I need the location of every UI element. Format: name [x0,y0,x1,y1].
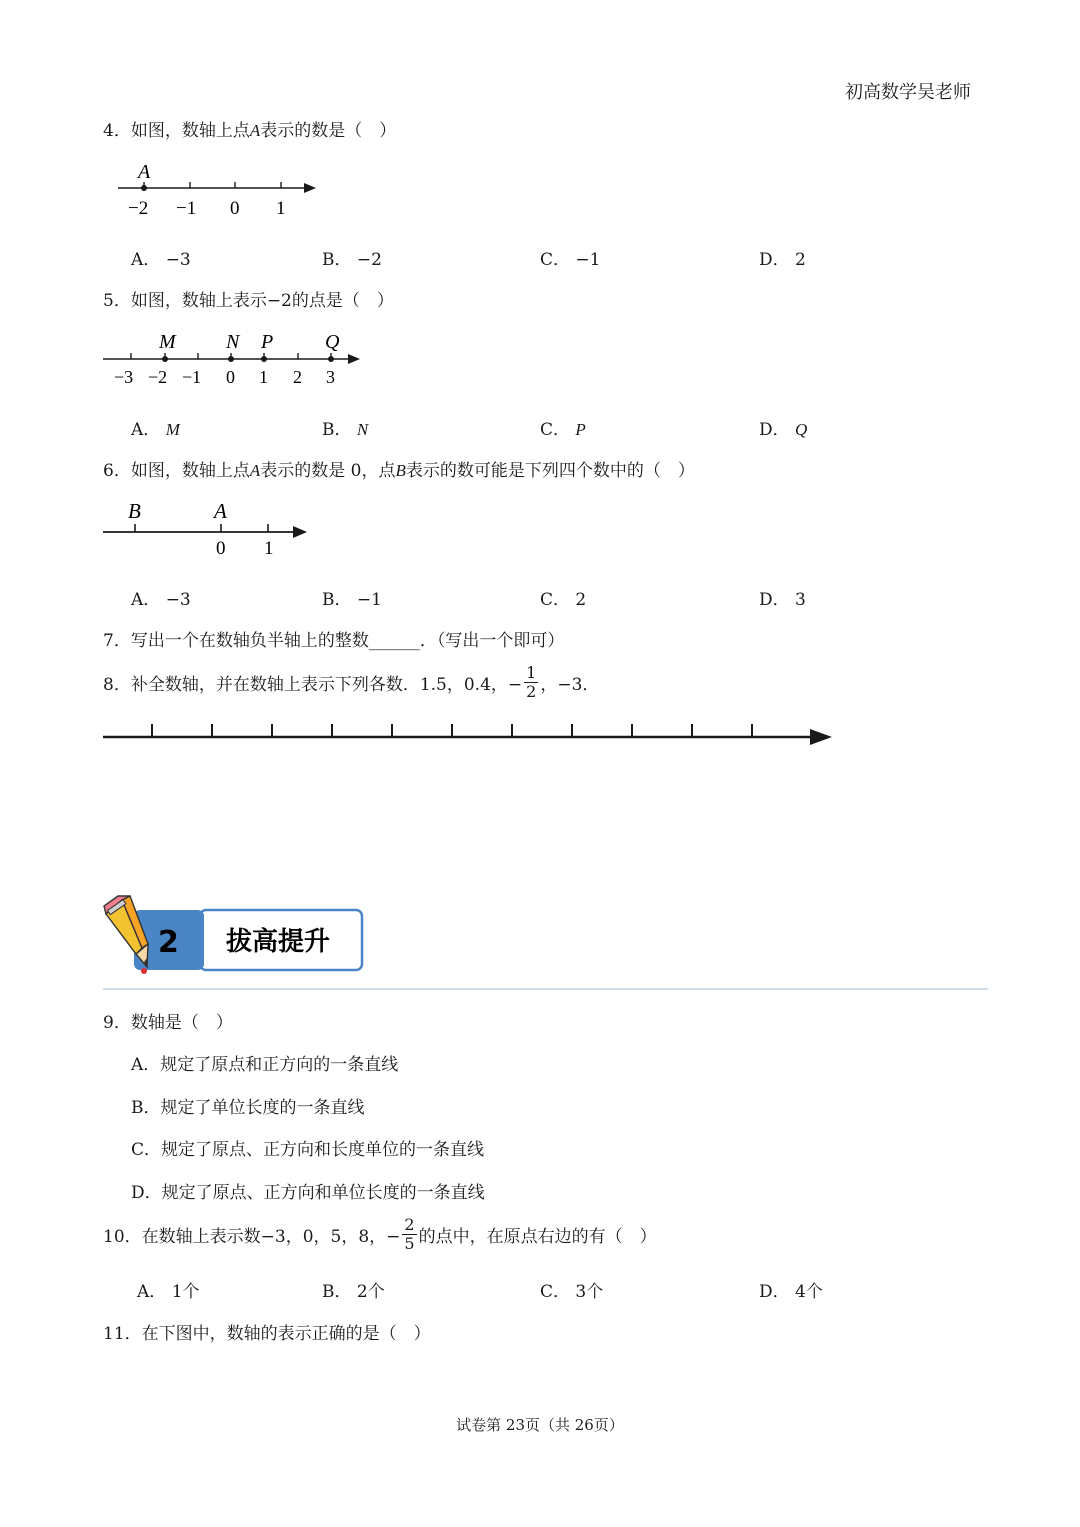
fraction-numerator: 2 [404,1215,415,1234]
option-a[interactable] [131,585,191,610]
banner-number: 2 [158,925,179,960]
point-label: B [128,499,141,523]
question-4-stem [103,116,396,141]
option-letter: C． [540,1282,571,1302]
arrow-head [304,183,316,193]
question-4-point: A [249,121,261,140]
option-letter: C． [540,590,571,610]
question-5-number-line [98,327,368,392]
question-6-stem-part3: 表示的数可能是下列四个数中的（ ） [405,461,695,481]
option-letter: A． [131,250,161,270]
tick-label: −2 [128,198,149,219]
option-d[interactable] [759,585,806,610]
option-value: 3个 [575,1282,604,1302]
question-9-stem: 9．数轴是（ ） [103,1013,233,1033]
tick-label: 1 [259,367,268,387]
question-10-stem-part1: 10．在数轴上表示数−3，0，5，8，− [103,1227,401,1247]
fraction-numerator: 1 [526,663,537,682]
question-8-stem [103,664,599,701]
option-b[interactable] [322,585,382,610]
header-author: 初高数学吴老师 [845,82,971,103]
tick-label: −1 [176,198,197,219]
fraction [402,1216,416,1253]
page-footer: 试卷第 23页（共 26页） [456,1416,624,1434]
option-letter: C． [540,420,571,440]
question-6-point-b: B [395,461,406,480]
option-b[interactable]: B．规定了单位长度的一条直线 [131,1098,365,1118]
option-a[interactable] [131,245,191,270]
option-d[interactable] [759,415,807,440]
option-letter: D． [759,420,790,440]
question-4-stem-part2: 表示的数是（ ） [260,121,397,141]
option-letter: D． [759,250,790,270]
question-6-stem-part1: 6．如图，数轴上点 [103,461,250,481]
option-value: 1个 [171,1282,200,1302]
point-label: P [261,331,274,353]
option-letter: A． [137,1282,167,1302]
option-d[interactable] [759,245,806,270]
arrow-head [810,729,832,745]
section-banner [100,892,370,982]
point-label: A [138,161,151,183]
point-dot [162,356,168,362]
option-letter: A． [131,420,161,440]
question-8-blank-number-line [100,718,840,754]
tick-label: −3 [114,367,134,387]
tick-label: 1 [264,538,274,559]
option-value: Q [795,420,808,439]
tick-label: 3 [326,367,335,387]
option-c[interactable] [540,245,600,270]
point-dot [228,356,234,362]
option-letter: B． [322,1282,352,1302]
option-b[interactable] [322,245,382,270]
option-d[interactable] [759,1277,823,1302]
question-6-stem [103,456,695,481]
question-8-stem-part1: 8．补全数轴，并在数轴上表示下列各数．1.5，0.4，− [103,675,523,695]
option-letter: C． [540,250,571,270]
question-8-stem-part2: ，−3． [540,675,600,695]
option-letter: B． [322,590,352,610]
question-6-number-line [98,496,318,561]
tick-label: 0 [230,198,240,219]
option-c[interactable] [540,415,586,440]
question-10-stem-part2: 的点中，在原点右边的有（ ） [418,1227,657,1247]
point-dot [261,356,267,362]
question-5-stem: 5．如图，数轴上表示−2的点是（ ） [103,291,394,311]
option-value: N [356,420,369,439]
option-letter: B． [322,250,352,270]
option-value: −1 [575,250,601,270]
tick-label: 0 [226,367,235,387]
section-divider [103,988,988,990]
tick-label: 2 [293,367,302,387]
option-value: −2 [356,250,382,270]
question-4-number-line [110,158,330,223]
option-b[interactable] [322,415,368,440]
point-dot [141,185,147,191]
option-letter: D． [759,1282,790,1302]
option-value: −3 [165,250,191,270]
option-value: 3 [795,590,806,610]
option-value: −3 [165,590,191,610]
option-a[interactable] [137,1277,200,1302]
point-dot [328,356,334,362]
option-a[interactable] [131,415,180,440]
fraction [524,664,538,701]
point-label: N [226,331,240,353]
tick-label: 1 [276,198,286,219]
arrow-head [293,526,307,538]
option-value: P [575,420,586,439]
option-value: 2 [575,590,587,610]
option-b[interactable] [322,1277,385,1302]
arrow-head [348,354,360,364]
tick-label: −2 [148,367,168,387]
fraction-denominator: 2 [526,682,537,701]
option-c[interactable] [540,1277,603,1302]
question-11-stem: 11．在下图中，数轴的表示正确的是（ ） [103,1324,431,1344]
option-value: M [165,420,180,439]
option-letter: D． [759,590,790,610]
banner-title: 拔高提升 [226,927,331,957]
point-label: Q [325,331,340,353]
tick-label: −1 [182,367,202,387]
point-label: A [214,499,227,523]
option-value: 4个 [795,1282,823,1302]
option-letter: A． [131,590,161,610]
option-value: 2 [795,250,806,270]
tick-label: 0 [216,538,226,559]
question-4-stem-part1: 4．如图，数轴上点 [103,121,250,141]
fraction-denominator: 5 [404,1234,415,1253]
point-label: M [159,331,176,353]
option-letter: B． [322,420,352,440]
question-6-stem-part2: 表示的数是 0，点 [260,461,396,481]
option-a[interactable]: A．规定了原点和正方向的一条直线 [131,1055,399,1075]
option-value: 2个 [356,1282,385,1302]
option-value: −1 [356,590,382,610]
question-7-stem: 7．写出一个在数轴负半轴上的整数______．（写出一个即可） [103,631,565,651]
option-c[interactable] [540,585,586,610]
option-d[interactable]: D．规定了原点、正方向和单位长度的一条直线 [131,1183,485,1203]
option-c[interactable]: C．规定了原点、正方向和长度单位的一条直线 [131,1140,485,1160]
question-10-stem [103,1216,657,1253]
question-6-point-a: A [249,461,261,480]
